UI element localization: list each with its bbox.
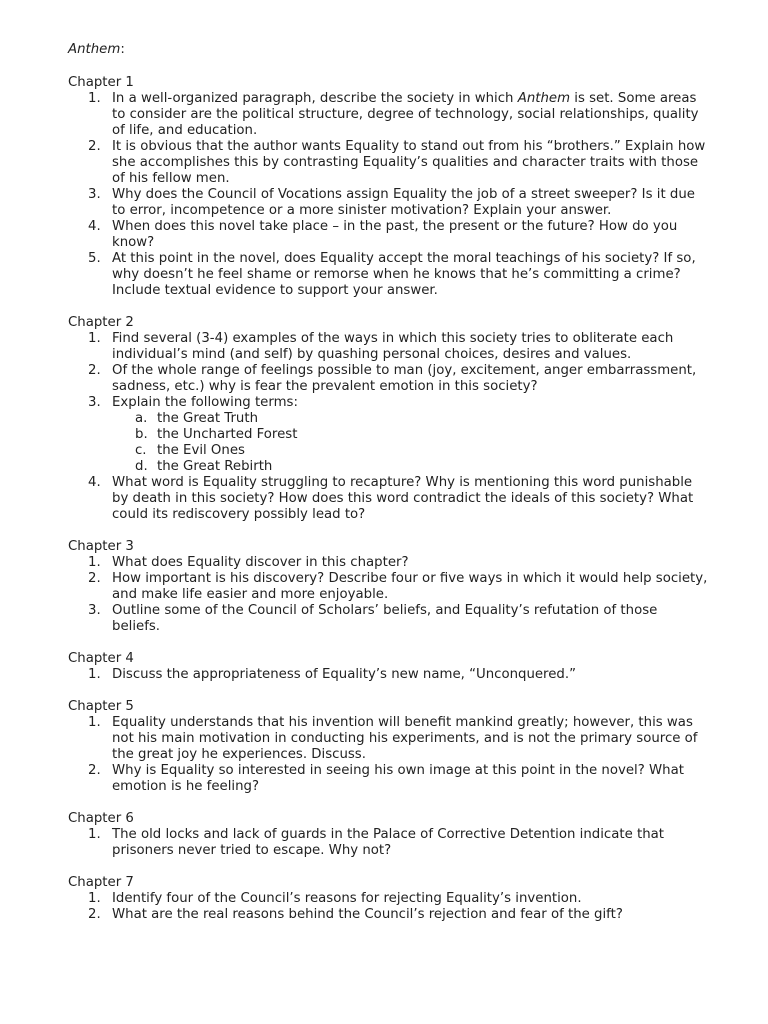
question-number: 1. [88,715,101,730]
question-list [68,667,708,683]
term-letter: c. [135,443,147,458]
question-item [68,219,708,251]
question-item [68,667,708,683]
document-page [68,42,708,939]
question-number: 1. [88,555,101,570]
term-text: the Uncharted Forest [157,427,298,442]
title-suffix: : [120,42,125,57]
question-number: 1. [88,667,101,682]
question-item [68,395,708,475]
question-number: 1. [88,91,101,106]
question-number: 5. [88,251,101,266]
question-text: Find several (3-4) examples of the ways in which this society tries to obliterate each individual’s mind (and self) by quashing personal choices, desires and values. [112,331,674,362]
question-number: 2. [88,363,101,378]
chapter-heading: Chapter 5 [68,699,134,714]
question-text: Explain the following terms: [112,395,298,410]
question-text: Of the whole range of feelings possible to man (joy, excitement, anger embarrassment, sadness, etc.) why is fear the prevalent emotion in this society? [112,363,697,394]
chapter-section [68,651,708,683]
chapter-section [68,811,708,859]
question-number: 2. [88,139,101,154]
question-item [68,571,708,603]
question-text-segment: is set. Some areas to consider are the political structure, degree of technology, social relationships, quality of life, and education. [112,91,699,138]
question-item [68,331,708,363]
question-item [68,139,708,187]
chapter-heading: Chapter 6 [68,811,134,826]
chapter-list [68,75,708,923]
question-item [68,91,708,139]
term-letter: b. [135,427,148,442]
term-letter: a. [135,411,148,426]
question-list [68,891,708,923]
chapter-section [68,315,708,523]
question-item [68,891,708,907]
question-number: 1. [88,331,101,346]
term-text: the Great Rebirth [157,459,273,474]
question-number: 1. [88,891,101,906]
title-text: Anthem [68,42,121,57]
chapter-heading: Chapter 7 [68,875,134,890]
question-number: 1. [88,827,101,842]
book-title-italic: Anthem [517,91,571,106]
question-item [68,363,708,395]
question-item [68,555,708,571]
question-list [68,715,708,795]
question-text [112,91,699,138]
term-item [68,443,708,459]
term-item [68,427,708,443]
question-text: Why is Equality so interested in seeing his own image at this point in the novel? What emotion is he feeling? [112,763,684,794]
chapter-heading: Chapter 1 [68,75,134,90]
term-text: the Great Truth [157,411,258,426]
question-number: 2. [88,763,101,778]
question-item [68,907,708,923]
question-list [68,555,708,635]
question-text: What word is Equality struggling to recapture? Why is mentioning this word punishable by death in this society? How does this word contradict the ideals of this society? What could its rediscovery possibly lead to? [112,475,694,522]
question-text: At this point in the novel, does Equality accept the moral teachings of his society? If so, why doesn’t he feel shame or remorse when he knows that he’s committing a crime? Include textual evidence to support your answer. [112,251,696,298]
chapter-section [68,75,708,299]
question-number: 4. [88,219,101,234]
question-text: Equality understands that his invention will benefit mankind greatly; however, this was not his main motivation in conducting his experiments, and is not the primary source of the great joy he experiences. Discuss. [112,715,698,762]
question-text: Discuss the appropriateness of Equality’s new name, “Unconquered.” [112,667,576,682]
question-text: The old locks and lack of guards in the Palace of Corrective Detention indicate that prisoners never tried to escape. Why not? [112,827,665,858]
chapter-section [68,539,708,635]
question-number: 4. [88,475,101,490]
chapter-heading: Chapter 3 [68,539,134,554]
chapter-section [68,699,708,795]
question-list [68,331,708,523]
chapter-section [68,875,708,923]
term-text: the Evil Ones [157,443,245,458]
question-number: 3. [88,395,101,410]
document-title [68,42,708,58]
chapter-heading: Chapter 2 [68,315,134,330]
question-number: 3. [88,187,101,202]
question-item [68,187,708,219]
question-item [68,763,708,795]
question-item [68,715,708,763]
question-list [68,827,708,859]
question-text: Outline some of the Council of Scholars’ beliefs, and Equality’s refutation of those beliefs. [112,603,658,634]
question-text: When does this novel take place – in the past, the present or the future? How do you know? [112,219,678,250]
question-text: What are the real reasons behind the Council’s rejection and fear of the gift? [112,907,623,922]
question-text: How important is his discovery? Describe four or five ways in which it would help society, and make life easier and more enjoyable. [112,571,708,602]
term-letter: d. [135,459,148,474]
question-item [68,475,708,523]
term-item [68,411,708,427]
question-item [68,251,708,299]
question-number: 2. [88,907,101,922]
question-text: Identify four of the Council’s reasons for rejecting Equality’s invention. [112,891,582,906]
question-number: 2. [88,571,101,586]
term-list [112,411,708,475]
chapter-heading: Chapter 4 [68,651,134,666]
question-list [68,91,708,299]
question-number: 3. [88,603,101,618]
question-text: Why does the Council of Vocations assign Equality the job of a street sweeper? Is it due to error, incompetence or a more sinister motivation? Explain your answer. [112,187,695,218]
question-item [68,827,708,859]
question-text: It is obvious that the author wants Equality to stand out from his “brothers.” Explain how she accomplishes this by contrasting Equality’s qualities and character traits with those of his fellow men. [112,139,706,186]
question-item [68,603,708,635]
question-text: What does Equality discover in this chapter? [112,555,409,570]
question-text-segment: In a well-organized paragraph, describe the society in which [112,91,518,106]
term-item [68,459,708,475]
